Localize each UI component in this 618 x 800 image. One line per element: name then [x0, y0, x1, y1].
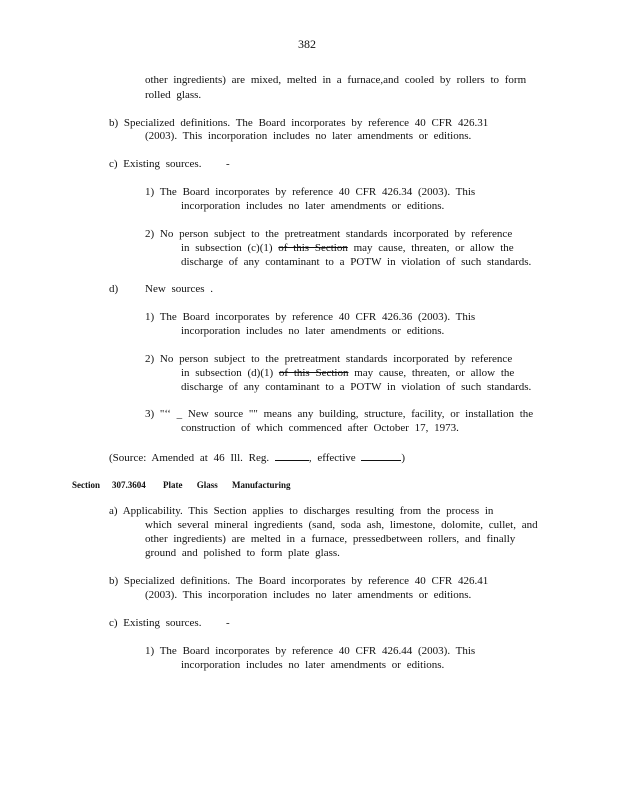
s2-b-line-1: b) Specialized definitions. The Board incorporates by reference 40 CFR 426.41 — [109, 575, 489, 587]
s1-c-2-line-2 — [181, 242, 514, 255]
s2-a-line-3: other ingredients) are melted in a furnace, pressedbetween rollers, and finally — [145, 533, 516, 545]
intro-line-1: other ingredients) are mixed, melted in a furnace,and cooled by rollers to form — [145, 74, 527, 86]
s1-c-2-line-1: 2) No person subject to the pretreatment standards incorporated by reference — [145, 228, 513, 240]
s2-a-line-2: which several mineral ingredients (sand, soda ash, limestone, dolomite, cullet, and — [145, 519, 538, 531]
s1-b-line-1: b) Specialized definitions. The Board incorporates by reference 40 CFR 426.31 — [109, 117, 489, 129]
s1-c-2-line-2-rest: may cause, threaten, or allow the — [353, 242, 514, 254]
register-blank — [275, 450, 309, 461]
s1-d-1-line-2: incorporation includes no later amendments or editions. — [181, 325, 445, 337]
s1-d-heading: New sources . — [145, 283, 214, 295]
source-note-middle: , effective — [308, 452, 356, 464]
s1-c-2-subsection-ref: in subsection (c)(1) — [181, 242, 273, 254]
s2-a-line-4: ground and polished to form plate glass. — [145, 547, 340, 559]
s1-c-1-line-2: incorporation includes no later amendments or editions. — [181, 200, 445, 212]
page-number: 382 — [298, 37, 316, 51]
s1-d-label: d) — [109, 283, 119, 295]
s1-d-3-line-1: 3) "‘‘ _ New source "" means any building, structure, facility, or installation the — [145, 408, 534, 420]
s1-c-heading: c) Existing sources. — [109, 158, 202, 170]
s2-c-1-line-2: incorporation includes no later amendments or editions. — [181, 659, 445, 671]
s1-d-2-line-2 — [181, 367, 514, 380]
section-number: 307.3604 — [112, 480, 146, 490]
s1-d-3-line-2: construction of which commenced after October 17, 1973. — [181, 422, 459, 434]
s1-c-2-struck-text: of this Section — [278, 242, 348, 254]
s1-c-2-line-3: discharge of any contaminant to a POTW in violation of such standards. — [181, 256, 532, 268]
s2-b-line-2: (2003). This incorporation includes no later amendments or editions. — [145, 589, 472, 601]
effective-date-blank — [361, 450, 401, 461]
intro-line-2: rolled glass. — [145, 89, 202, 101]
section-title: Plate Glass Manufacturing — [163, 480, 291, 490]
s2-c-heading: c) Existing sources. — [109, 617, 202, 629]
source-note — [109, 450, 405, 465]
s1-c-dash: - — [226, 158, 230, 170]
s1-d-2-line-3: discharge of any contaminant to a POTW in violation of such standards. — [181, 381, 532, 393]
s1-c-1-line-1: 1) The Board incorporates by reference 40 CFR 426.34 (2003). This — [145, 186, 476, 198]
s1-d-1-line-1: 1) The Board incorporates by reference 40 CFR 426.36 (2003). This — [145, 311, 476, 323]
source-note-prefix: (Source: Amended at 46 Ill. Reg. — [109, 452, 270, 464]
s1-d-2-line-1: 2) No person subject to the pretreatment standards incorporated by reference — [145, 353, 513, 365]
s1-d-2-line-2-rest: may cause, threaten, or allow the — [354, 367, 515, 379]
s2-c-dash: - — [226, 617, 230, 629]
s1-d-2-subsection-ref: in subsection (d)(1) — [181, 367, 274, 379]
section-word: Section — [72, 480, 100, 490]
s2-c-1-line-1: 1) The Board incorporates by reference 40 CFR 426.44 (2003). This — [145, 645, 476, 657]
s1-d-2-struck-text: of this Section — [278, 367, 349, 379]
s2-a-line-1: a) Applicability. This Section applies to discharges resulting from the process in — [109, 505, 494, 517]
s1-b-line-2: (2003). This incorporation includes no later amendments or editions. — [145, 130, 472, 142]
source-note-suffix: ) — [401, 452, 406, 464]
